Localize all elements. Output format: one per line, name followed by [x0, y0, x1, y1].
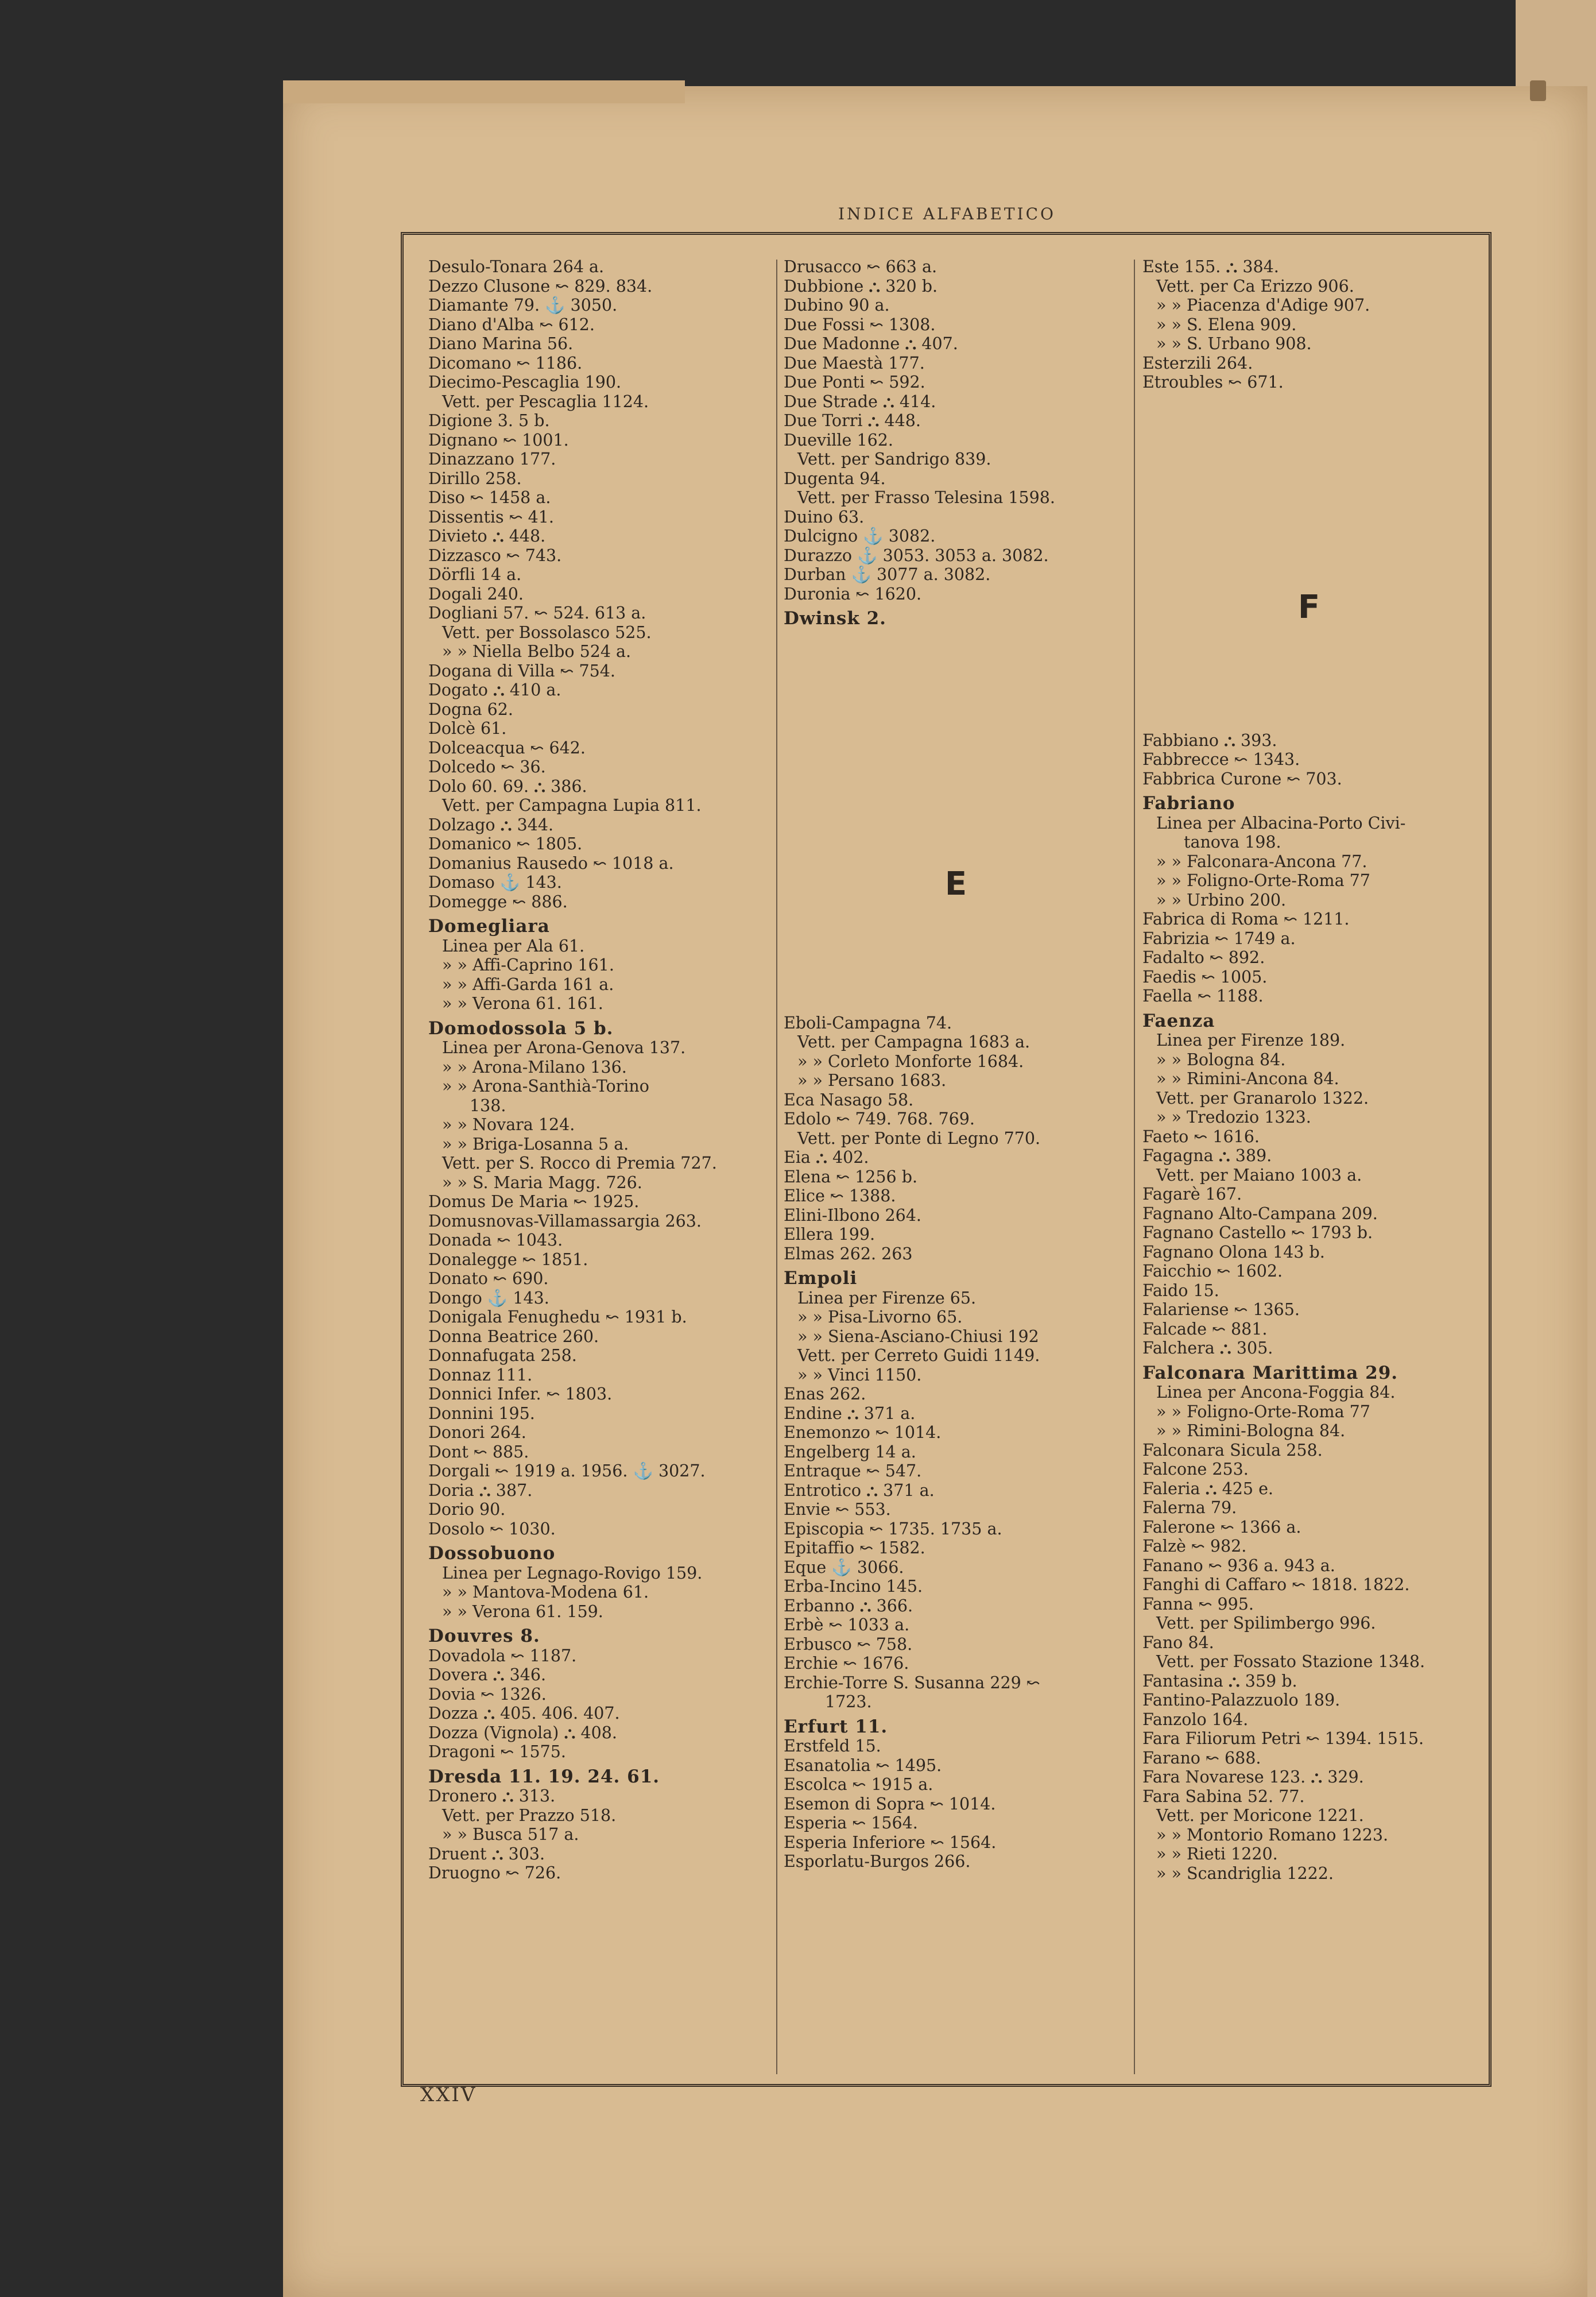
index-entry: Fara Novarese 123. ⛬ 329.	[1142, 1768, 1364, 1786]
index-entry: » » Novara 124.	[442, 1115, 575, 1134]
index-entry: » » Verona 61. 159.	[442, 1602, 603, 1621]
index-entry: » » Arona-Santhià-Torino	[442, 1077, 649, 1096]
index-entry: Erchie ↜ 1676.	[784, 1654, 909, 1673]
index-entry: » » Foligno-Orte-Roma 77	[1156, 871, 1370, 890]
index-entry: Erba-Incino 145.	[784, 1577, 923, 1596]
index-entry: Dongo ⚓ 143.	[428, 1288, 549, 1308]
index-entry: » » Verona 61. 161.	[442, 994, 603, 1013]
index-entry: Dubino 90 a.	[784, 296, 890, 315]
index-entry: Dirillo 258.	[428, 469, 522, 488]
index-entry: » » Foligno-Orte-Roma 77	[1156, 1402, 1370, 1421]
index-entry: Due Maestà 177.	[784, 353, 925, 373]
index-entry: Esemon di Sopra ↜ 1014.	[784, 1794, 996, 1813]
index-entry: tanova 198.	[1184, 833, 1281, 852]
index-entry: Dogliani 57. ↜ 524. 613 a.	[428, 604, 646, 622]
index-entry: Esterzili 264.	[1142, 353, 1253, 373]
index-entry: Erbè ↜ 1033 a.	[784, 1615, 910, 1634]
index-entry: Doria ⛬ 387.	[428, 1480, 533, 1500]
index-entry: Ellera 199.	[784, 1225, 876, 1244]
index-entry: Duino 63.	[784, 507, 865, 527]
index-entry: Due Fossi ↜ 1308.	[784, 315, 936, 334]
index-entry: Dosolo ↜ 1030.	[428, 1519, 556, 1538]
index-entry: Fagnano Castello ↜ 1793 b.	[1142, 1223, 1373, 1242]
index-entry: Due Ponti ↜ 592.	[784, 373, 925, 392]
index-entry: » » Mantova-Modena 61.	[442, 1583, 649, 1602]
index-entry: Durban ⚓ 3077 a. 3082.	[784, 565, 991, 584]
index-entry: » » S. Urbano 908.	[1156, 334, 1312, 353]
index-entry: Dragoni ↜ 1575.	[428, 1742, 566, 1761]
index-entry: Dolzago ⛬ 344.	[428, 815, 554, 834]
index-entry: Dorio 90.	[428, 1500, 506, 1519]
index-entry: Falariense ↜ 1365.	[1142, 1300, 1300, 1319]
index-entry: Dovadola ↜ 1187.	[428, 1646, 577, 1665]
index-heading: Dresda 11. 19. 24. 61.	[428, 1766, 660, 1787]
index-entry: » » Urbino 200.	[1156, 890, 1287, 910]
index-column-3	[1142, 257, 1475, 1883]
index-entry: Dulcigno ⚓ 3082.	[784, 527, 936, 546]
index-entry: Donnici Infer. ↜ 1803.	[428, 1385, 613, 1403]
index-entry: Divieto ⛬ 448.	[428, 527, 546, 546]
index-entry: Vett. per Ponte di Legno 770.	[797, 1128, 1041, 1148]
index-entry: Dogali 240.	[428, 584, 524, 604]
index-entry: Eque ⚓ 3066.	[784, 1557, 904, 1577]
index-entry: Donna Beatrice 260.	[428, 1327, 599, 1346]
index-entry: Falcade ↜ 881.	[1142, 1319, 1268, 1339]
index-heading: Domegliara	[428, 916, 550, 937]
index-entry: Fabrica di Roma ↜ 1211.	[1142, 910, 1350, 929]
index-entry: Dozza (Vignola) ⛬ 408.	[428, 1723, 617, 1742]
index-entry: Eboli-Campagna 74.	[784, 1013, 952, 1033]
column-spacer	[1142, 392, 1475, 582]
index-entry: Dovera ⛬ 346.	[428, 1665, 547, 1684]
index-entry: Entrotico ⛬ 371 a.	[784, 1480, 935, 1500]
index-entry: Edolo ↜ 749. 768. 769.	[784, 1109, 975, 1128]
index-entry: Este 155. ⛬ 384.	[1142, 257, 1279, 276]
index-entry: Falchera ⛬ 305.	[1142, 1339, 1273, 1358]
index-entry: Dolcè 61.	[428, 719, 507, 738]
index-entry: Dozza ⛬ 405. 406. 407.	[428, 1704, 620, 1723]
index-entry: Duronia ↜ 1620.	[784, 584, 922, 604]
index-entry: » » Bologna 84.	[1156, 1050, 1286, 1069]
index-entry: Vett. per Maiano 1003 a.	[1156, 1165, 1362, 1185]
index-entry: Elice ↜ 1388.	[784, 1186, 896, 1205]
index-entry: Dolceacqua ↜ 642.	[428, 738, 586, 757]
index-entry: Vett. per Cerreto Guidi 1149.	[797, 1346, 1040, 1365]
index-entry: Domusnovas-Villamassargia 263.	[428, 1211, 702, 1231]
index-entry: Druent ⛬ 303.	[428, 1844, 545, 1863]
index-entry: Faido 15.	[1142, 1281, 1219, 1300]
index-entry: Diano Marina 56.	[428, 334, 574, 353]
index-entry: Drusacco ↜ 663 a.	[784, 257, 938, 276]
index-heading: Dossobuono	[428, 1543, 556, 1564]
index-entry: Falerna 79.	[1142, 1498, 1237, 1517]
index-entry: Linea per Firenze 189.	[1156, 1031, 1346, 1050]
index-entry: Donnaz 111.	[428, 1365, 533, 1385]
index-entry: Dronero ⛬ 313.	[428, 1786, 556, 1805]
index-entry: Vett. per Campagna 1683 a.	[797, 1033, 1030, 1051]
index-entry: Vett. per Moricone 1221.	[1156, 1806, 1364, 1825]
index-heading: Faenza	[1142, 1010, 1215, 1031]
index-heading: Douvres 8.	[428, 1626, 540, 1646]
index-entry: Domegge ↜ 886.	[428, 892, 568, 911]
index-entry: » » Montorio Romano 1223.	[1156, 1825, 1389, 1844]
index-entry: Domus De Maria ↜ 1925.	[428, 1192, 640, 1211]
index-entry: Esperia Inferiore ↜ 1564.	[784, 1832, 997, 1852]
index-entry: Durazzo ⚓ 3053. 3053 a. 3082.	[784, 546, 1049, 565]
index-entry: Druogno ↜ 726.	[428, 1863, 561, 1882]
index-entry: Dont ↜ 885.	[428, 1442, 529, 1461]
index-entry: Linea per Legnago-Rovigo 159.	[442, 1563, 703, 1583]
index-entry: Donnini 195.	[428, 1403, 535, 1423]
index-entry: » » Affi-Caprino 161.	[442, 956, 614, 975]
index-entry: Fanzolo 164.	[1142, 1710, 1249, 1729]
index-entry: Fantasina ⛬ 359 b.	[1142, 1671, 1297, 1691]
index-entry: Elini-Ilbono 264.	[784, 1205, 921, 1225]
index-entry: Fabbrica Curone ↜ 703.	[1142, 769, 1342, 788]
index-entry: Diano d'Alba ↜ 612.	[428, 315, 595, 334]
index-entry: Vett. per Pescaglia 1124.	[442, 392, 649, 411]
index-entry: Linea per Ala 61.	[442, 936, 585, 956]
index-entry: Dovia ↜ 1326.	[428, 1684, 547, 1704]
index-entry: Erbusco ↜ 758.	[784, 1634, 913, 1654]
index-entry: Vett. per Fossato Stazione 1348.	[1156, 1652, 1425, 1671]
index-entry: 138.	[470, 1096, 506, 1115]
index-entry: Vett. per Campagna Lupia 811.	[442, 796, 702, 815]
index-entry: » » Niella Belbo 524 a.	[442, 642, 632, 661]
index-entry: Fabrizia ↜ 1749 a.	[1142, 929, 1296, 948]
index-entry: Dissentis ↜ 41.	[428, 507, 554, 527]
index-entry: Fara Filiorum Petri ↜ 1394. 1515.	[1142, 1729, 1424, 1748]
column-spacer	[784, 629, 1128, 859]
index-entry: Due Madonne ⛬ 407.	[784, 334, 958, 353]
index-entry: Dueville 162.	[784, 430, 893, 450]
index-entry: Dolcedo ↜ 36.	[428, 757, 546, 776]
index-entry: Vett. per Bossolasco 525.	[442, 622, 652, 642]
index-entry: Due Torri ⛬ 448.	[784, 411, 921, 430]
running-title: INDICE ALFABETICO	[838, 204, 1056, 223]
index-column-1	[428, 257, 773, 1883]
binding-clip	[1530, 80, 1546, 101]
index-entry: Fabbiano ⛬ 393.	[1142, 730, 1277, 750]
index-entry: Vett. per Ca Erizzo 906.	[1156, 276, 1354, 296]
index-entry: Due Strade ⛬ 414.	[784, 392, 936, 411]
index-entry: » » S. Elena 909.	[1156, 315, 1297, 334]
index-entry: Dolo 60. 69. ⛬ 386.	[428, 776, 587, 796]
index-entry: Donato ↜ 690.	[428, 1269, 549, 1288]
index-entry: Donori 264.	[428, 1423, 526, 1442]
index-entry: Envie ↜ 553.	[784, 1500, 891, 1519]
index-entry: Vett. per Granarolo 1322.	[1156, 1088, 1369, 1108]
index-entry: » » Falconara-Ancona 77.	[1156, 852, 1368, 871]
index-entry: Falconara Sicula 258.	[1142, 1440, 1323, 1460]
index-entry: » » S. Maria Magg. 726.	[442, 1173, 642, 1192]
index-entry: Fantino-Palazzuolo 189.	[1142, 1691, 1341, 1710]
index-entry: Dizzasco ↜ 743.	[428, 546, 562, 565]
index-entry: » » Pisa-Livorno 65.	[797, 1308, 963, 1327]
index-entry: Vett. per Sandrigo 839.	[797, 450, 991, 469]
index-entry: Esperia ↜ 1564.	[784, 1813, 918, 1832]
index-entry: Fagnano Alto-Campana 209.	[1142, 1204, 1378, 1223]
column-spacer	[1142, 633, 1475, 731]
index-entry: » » Piacenza d'Adige 907.	[1156, 296, 1370, 315]
index-entry: Falzè ↜ 982.	[1142, 1537, 1247, 1556]
index-entry: Linea per Albacina-Porto Civi-	[1156, 813, 1406, 833]
index-entry: Enemonzo ↜ 1014.	[784, 1423, 942, 1442]
index-entry: » » Scandriglia 1222.	[1156, 1863, 1334, 1883]
index-entry: Donada ↜ 1043.	[428, 1231, 563, 1250]
index-entry: Elmas 262. 263	[784, 1244, 913, 1263]
index-heading: Domodossola 5 b.	[428, 1018, 614, 1039]
index-entry: Faedis ↜ 1005.	[1142, 967, 1268, 987]
index-entry: » » Vinci 1150.	[797, 1365, 922, 1385]
index-entry: Erbanno ⛬ 366.	[784, 1596, 913, 1615]
index-entry: Entraque ↜ 547.	[784, 1461, 922, 1480]
page-number: XXIV	[420, 2083, 477, 2106]
column-spacer	[784, 910, 1128, 1014]
index-entry: Faleria ⛬ 425 e.	[1142, 1479, 1273, 1498]
index-entry: Farano ↜ 688.	[1142, 1748, 1261, 1768]
index-entry: Fadalto ↜ 892.	[1142, 948, 1265, 967]
index-entry: Etroubles ↜ 671.	[1142, 373, 1284, 392]
index-heading: Erfurt 11.	[784, 1716, 888, 1737]
index-entry: » » Rimini-Bologna 84.	[1156, 1421, 1346, 1440]
index-entry: Endine ⛬ 371 a.	[784, 1403, 916, 1423]
column-divider	[776, 260, 777, 2074]
index-entry: Dezzo Clusone ↜ 829. 834.	[428, 276, 653, 296]
index-entry: Fagagna ⛬ 389.	[1142, 1146, 1272, 1165]
index-entry: Dogna 62.	[428, 699, 513, 719]
index-entry: Fagarè 167.	[1142, 1185, 1242, 1204]
index-entry: » » Arona-Milano 136.	[442, 1057, 627, 1077]
index-entry: Escolca ↜ 1915 a.	[784, 1775, 933, 1794]
index-entry: 1723.	[825, 1692, 872, 1711]
index-heading: Fabriano	[1142, 793, 1235, 814]
index-entry: Dicomano ↜ 1186.	[428, 353, 583, 373]
index-entry: Linea per Firenze 65.	[797, 1288, 977, 1308]
index-entry: Fagnano Olona 143 b.	[1142, 1242, 1325, 1262]
index-entry: Falcone 253.	[1142, 1460, 1249, 1479]
index-entry: » » Rimini-Ancona 84.	[1156, 1069, 1339, 1088]
index-heading: Falconara Marittima 29.	[1142, 1362, 1399, 1383]
index-entry: Domanico ↜ 1805.	[428, 834, 583, 853]
section-letter: E	[944, 865, 967, 903]
index-entry: Dogana di Villa ↜ 754.	[428, 661, 615, 680]
index-entry: Diso ↜ 1458 a.	[428, 488, 551, 507]
index-entry: Engelberg 14 a.	[784, 1442, 916, 1461]
index-entry: Esanatolia ↜ 1495.	[784, 1755, 942, 1775]
index-entry: Erstfeld 15.	[784, 1737, 881, 1755]
index-entry: Diamante 79. ⚓ 3050.	[428, 296, 618, 315]
index-entry: » » Briga-Losanna 5 a.	[442, 1134, 629, 1154]
index-entry: Linea per Arona-Genova 137.	[442, 1038, 686, 1057]
index-entry: » » Persano 1683.	[797, 1071, 947, 1090]
index-entry: Vett. per S. Rocco di Premia 727.	[442, 1154, 717, 1173]
index-entry: Vett. per Spilimbergo 996.	[1156, 1614, 1376, 1633]
index-entry: » » Affi-Garda 161 a.	[442, 975, 614, 994]
index-entry: Donnafugata 258.	[428, 1346, 577, 1365]
section-letter: F	[1297, 588, 1320, 626]
index-entry: Donalegge ↜ 1851.	[428, 1250, 588, 1269]
index-entry: Faeto ↜ 1616.	[1142, 1127, 1260, 1146]
index-entry: Fara Sabina 52. 77.	[1142, 1786, 1305, 1806]
index-entry: Desulo-Tonara 264 a.	[428, 257, 605, 276]
index-entry: Falerone ↜ 1366 a.	[1142, 1517, 1301, 1537]
index-entry: Epitaffio ↜ 1582.	[784, 1538, 925, 1557]
index-entry: Enas 262.	[784, 1385, 866, 1403]
index-heading: Dwinsk 2.	[784, 608, 886, 629]
index-entry: Dörfli 14 a.	[428, 565, 522, 584]
index-entry: Elena ↜ 1256 b.	[784, 1167, 918, 1186]
index-entry: » » Busca 517 a.	[442, 1825, 579, 1844]
index-heading: Empoli	[784, 1268, 858, 1289]
index-entry: Faella ↜ 1188.	[1142, 987, 1264, 1006]
index-entry: » » Siena-Asciano-Chiusi 192	[797, 1327, 1039, 1346]
index-entry: Dignano ↜ 1001.	[428, 430, 569, 450]
index-entry: Fanano ↜ 936 a. 943 a.	[1142, 1556, 1335, 1575]
index-entry: Domaso ⚓ 143.	[428, 873, 562, 892]
index-entry: Dorgali ↜ 1919 a. 1956. ⚓ 3027.	[428, 1461, 706, 1480]
index-entry: » » Corleto Monforte 1684.	[797, 1051, 1024, 1071]
index-entry: Eia ⛬ 402.	[784, 1148, 869, 1167]
column-divider	[1134, 260, 1135, 2074]
index-entry: Dogato ⛬ 410 a.	[428, 680, 561, 699]
index-entry: Eca Nasago 58.	[784, 1090, 914, 1109]
index-entry: Dubbione ⛬ 320 b.	[784, 276, 938, 296]
index-column-2	[784, 257, 1128, 1871]
index-entry: Episcopia ↜ 1735. 1735 a.	[784, 1519, 1002, 1538]
index-entry: Fabbrecce ↜ 1343.	[1142, 750, 1300, 769]
index-entry: Dinazzano 177.	[428, 450, 556, 469]
index-entry: Diecimo-Pescaglia 190.	[428, 373, 622, 392]
index-entry: Digione 3. 5 b.	[428, 411, 550, 430]
index-entry: Vett. per Frasso Telesina 1598.	[797, 488, 1055, 507]
index-entry: Fanna ↜ 995.	[1142, 1594, 1254, 1614]
index-entry: » » Rieti 1220.	[1156, 1844, 1278, 1863]
index-entry: Dugenta 94.	[784, 469, 886, 488]
index-entry: Linea per Ancona-Foggia 84.	[1156, 1383, 1396, 1402]
index-entry: Fanghi di Caffaro ↜ 1818. 1822.	[1142, 1575, 1410, 1594]
index-entry: Vett. per Prazzo 518.	[442, 1805, 617, 1825]
index-entry: Donigala Fenughedu ↜ 1931 b.	[428, 1308, 687, 1327]
index-entry: Esporlatu-Burgos 266.	[784, 1852, 971, 1871]
index-entry: Domanius Rausedo ↜ 1018 a.	[428, 853, 674, 873]
index-entry: Fano 84.	[1142, 1633, 1214, 1652]
index-entry: » » Tredozio 1323.	[1156, 1108, 1311, 1127]
index-entry: Faicchio ↜ 1602.	[1142, 1262, 1283, 1281]
index-entry: Erchie-Torre S. Susanna 229 ↜	[784, 1673, 1040, 1692]
